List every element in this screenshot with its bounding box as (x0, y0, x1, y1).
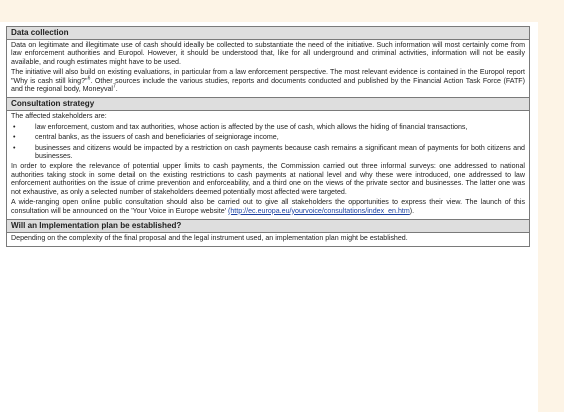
section-body-data-collection (7, 40, 529, 97)
stakeholder-list (11, 123, 525, 161)
online-consultation-paragraph (11, 198, 525, 215)
section-heading-implementation: Will an Implementation plan be established? (7, 219, 529, 233)
data-collection-paragraph-2 (11, 68, 525, 93)
your-voice-link[interactable]: (http://ec.europa.eu/yourvoice/consultations/index_en.htm (228, 206, 410, 215)
list-item (11, 123, 525, 131)
surveys-paragraph: In order to explore the relevance of potential upper limits to cash payments, the Commission carried out three informal surveys: one addressed to national authorities taking stock in some detail on the existing restrictions to cash payments at national level and why these were introduced, one addressed to law enforcement authorities on the issue of crime prevention and enforceability, and a third one on the views of the private sector and businesses. The latter one was not exhaustive, as only a selected number of stakeholders deemed potentially most affected were targeted. (11, 162, 525, 196)
list-item (11, 144, 525, 161)
document-table (6, 26, 530, 247)
section-body-consultation (7, 111, 529, 218)
page-right-margin (538, 0, 564, 412)
bullet-icon: • (13, 122, 16, 131)
list-item-text: law enforcement, custom and tax authorities, whose action is affected by the use of cash, which allows the hiding of financial transactions, (35, 122, 468, 131)
list-item-text: central banks, as the issuers of cash and beneficiaries of seigniorage income, (35, 133, 279, 142)
page-top-margin (0, 0, 564, 22)
footnote-ref: 7 (113, 83, 116, 90)
paragraph-text: The initiative will also build on existing evaluations, in particular from a law enforcement perspective. The most relevant evidence is contained in the Europol report "Why is cash still king?" (11, 68, 525, 85)
footnote-ref: 6 (87, 75, 91, 82)
implementation-paragraph: Depending on the complexity of the final proposal and the legal instrument used, an implementation plan might be established. (11, 233, 408, 242)
section-heading-data-collection: Data collection (7, 27, 529, 40)
paragraph-text: A wide-ranging open online public consultation should also be carried out to give all stakeholders the opportunities to express their view. The launch of this consultation will be announced on the 'Your Voice in Europe website' (11, 198, 525, 215)
paragraph-text: . (115, 85, 118, 94)
bullet-icon: • (13, 133, 16, 142)
data-collection-paragraph-1: Data on legitimate and illegitimate use of cash should ideally be collected to substantiate the need of the initiative. Such information will most certainly come from law enforcement authorities and Europol. However, it should be understood that, like for all underground and criminal activities, information will not be easily available, and rough estimates might have to be used. (11, 41, 525, 66)
list-item (11, 133, 525, 141)
section-body-implementation (7, 233, 529, 246)
paragraph-text: . Other sources include the various studies, reports and documents conducted and published by the Financial Action Task Force (FATF) and the regional body, Moneyval (11, 76, 525, 94)
list-item-text: businesses and citizens would be impacted by a restriction on cash payments because cash remains a significant mean of payments for both citizens and businesses. (35, 143, 525, 161)
bullet-icon: • (13, 143, 16, 152)
paragraph-text: ). (409, 206, 415, 215)
section-heading-consultation: Consultation strategy (7, 97, 529, 111)
stakeholders-intro: The affected stakeholders are: (11, 112, 107, 121)
